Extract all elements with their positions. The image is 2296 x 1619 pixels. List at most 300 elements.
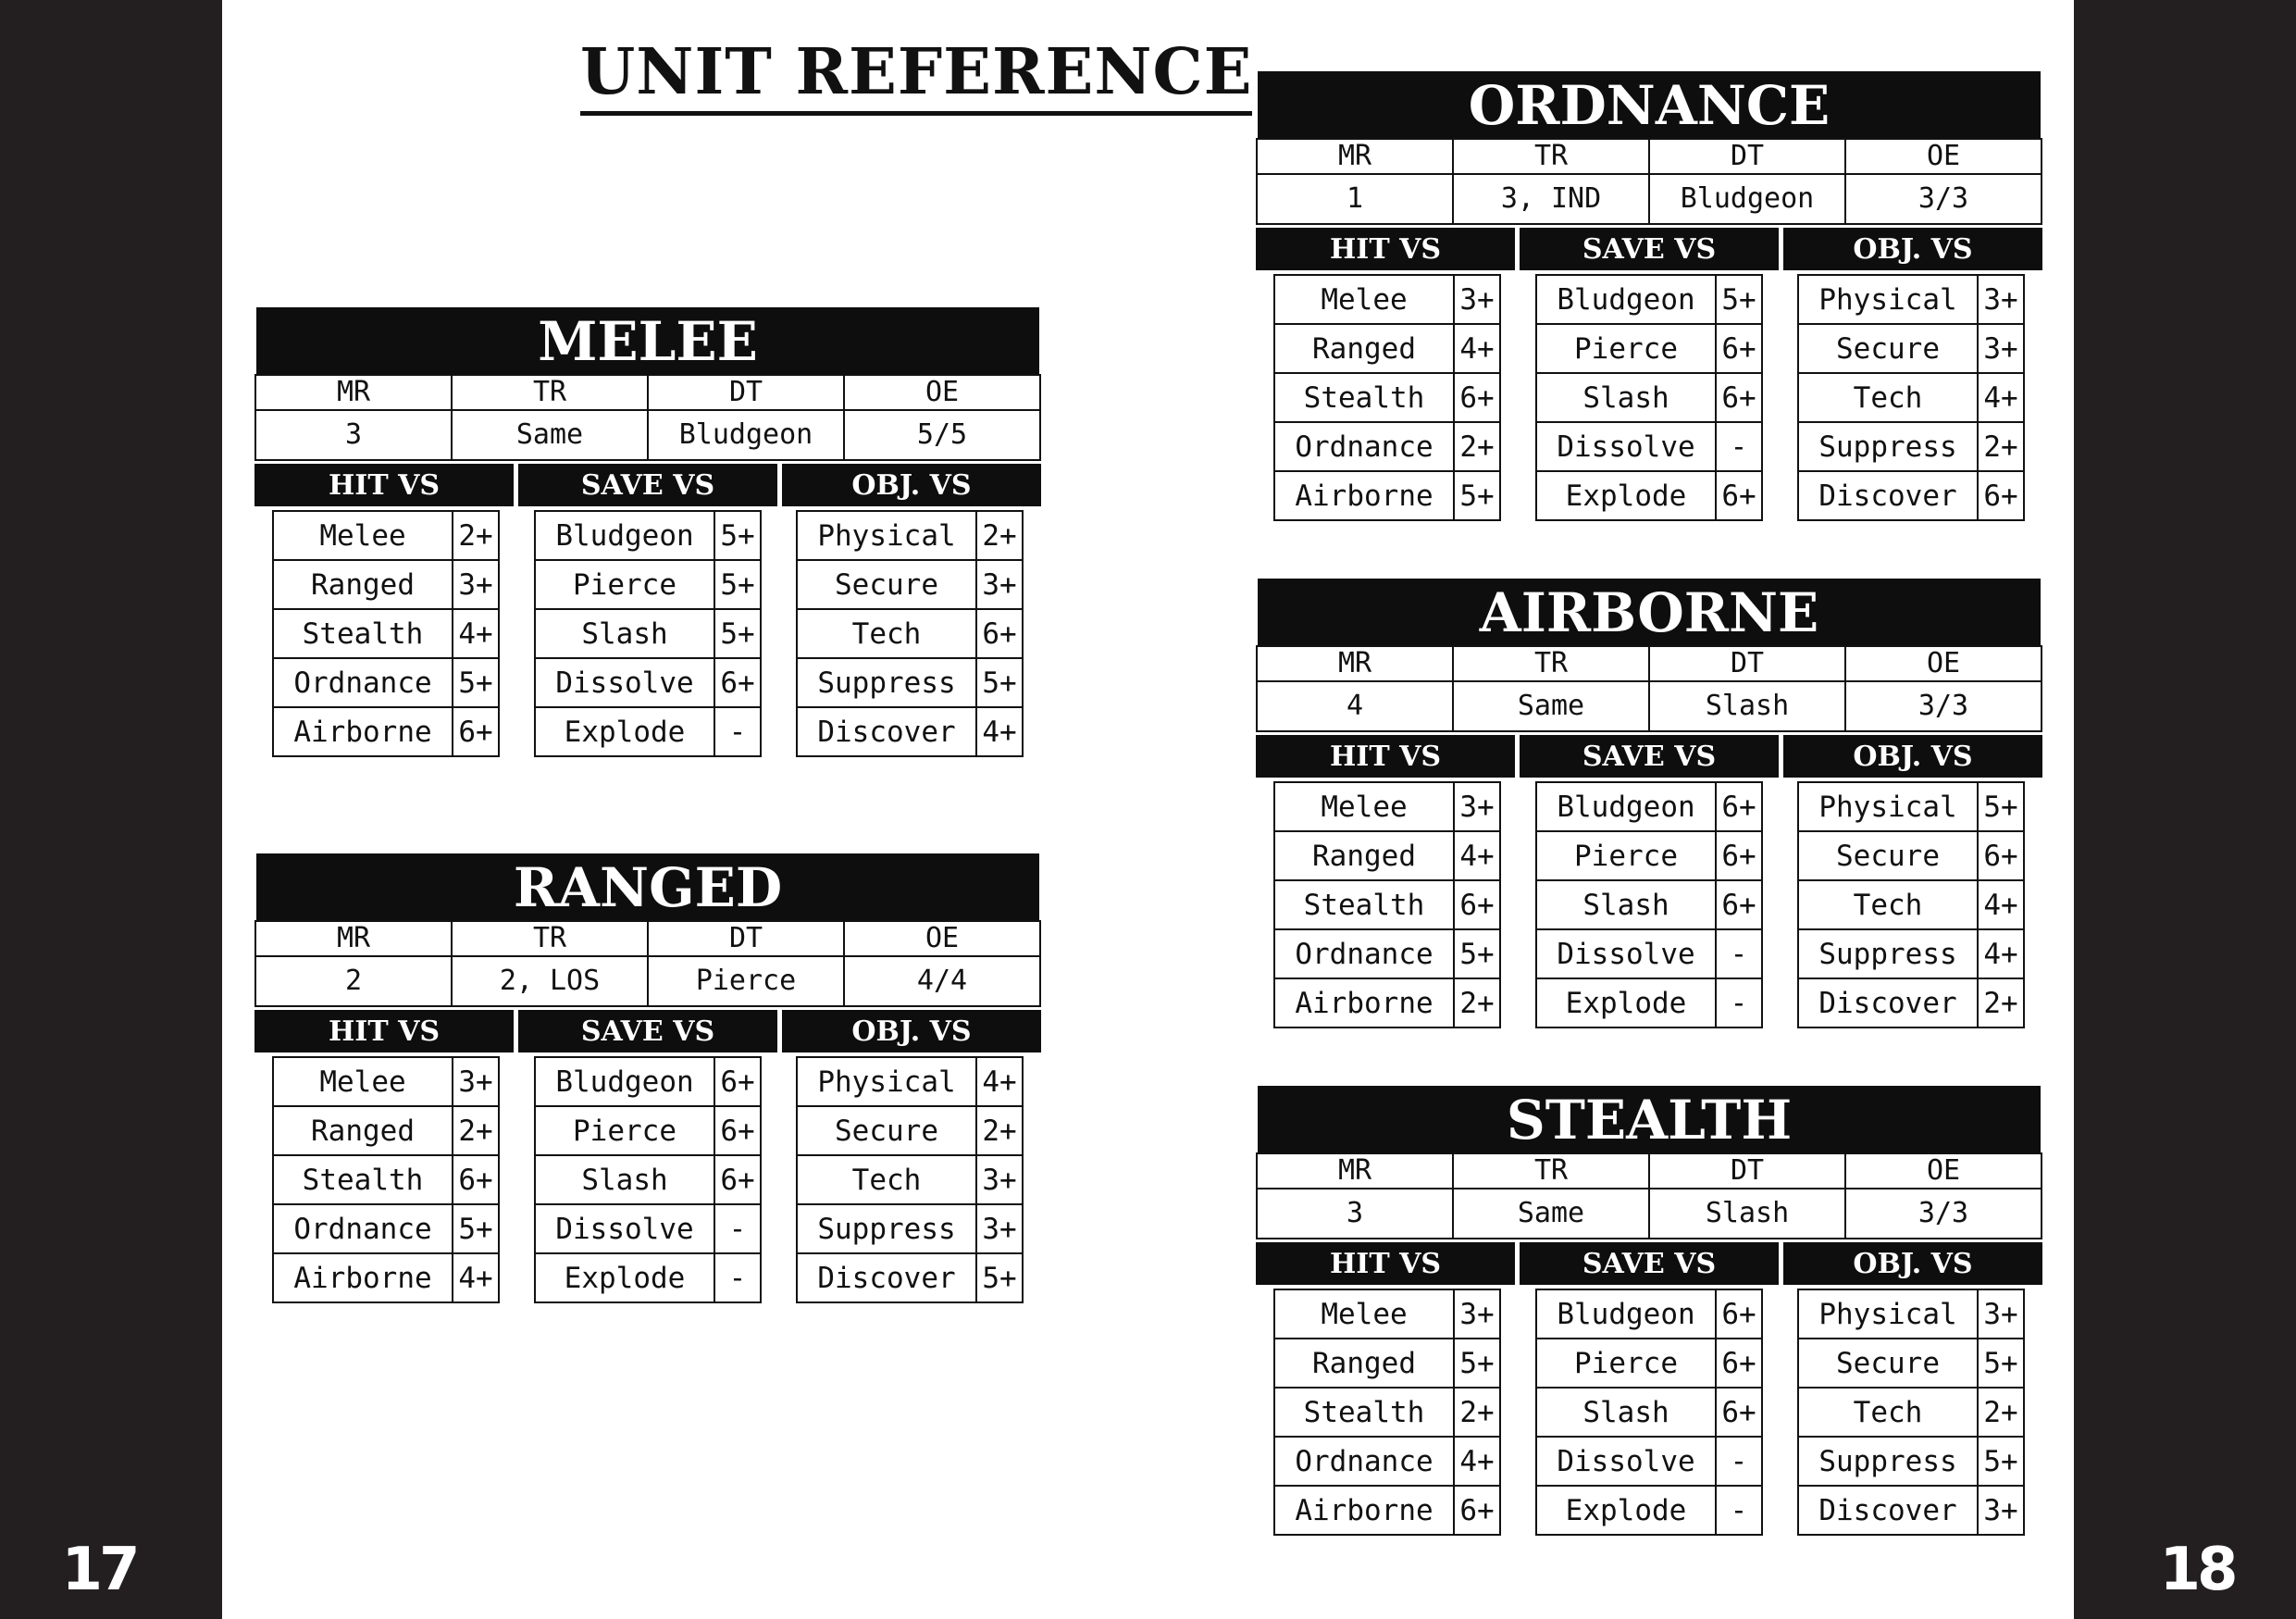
row-label: Stealth <box>273 1155 453 1204</box>
stat-value: Same <box>1453 681 1649 731</box>
stat-header: OE <box>1845 139 2042 174</box>
table-row <box>273 707 499 756</box>
save-vs-header: SAVE VS <box>1520 1242 1779 1285</box>
row-label: Dissolve <box>535 1204 714 1253</box>
row-label: Pierce <box>1536 1339 1716 1388</box>
row-label: Ordnance <box>1274 1437 1454 1486</box>
table-row <box>1536 978 1762 1027</box>
table-row <box>1536 1388 1762 1437</box>
table-row <box>797 1106 1023 1155</box>
row-label: Airborne <box>1274 471 1454 520</box>
stat-header: MR <box>255 921 452 956</box>
obj-table <box>1797 781 2025 1028</box>
obj-table <box>796 1056 1024 1303</box>
row-label: Suppress <box>797 658 976 707</box>
stat-value: Bludgeon <box>648 410 844 460</box>
row-label: Pierce <box>1536 324 1716 373</box>
table-row <box>1798 1289 2024 1339</box>
row-label: Secure <box>797 560 976 609</box>
table-row <box>1274 1289 1500 1339</box>
row-value: - <box>1716 978 1762 1027</box>
table-row <box>797 707 1023 756</box>
row-label: Physical <box>797 1057 976 1106</box>
row-value: 5+ <box>1978 1339 2024 1388</box>
row-label: Tech <box>797 609 976 658</box>
table-row <box>1798 978 2024 1027</box>
row-value: - <box>714 1253 761 1302</box>
row-label: Ordnance <box>1274 422 1454 471</box>
row-value: 5+ <box>1454 471 1500 520</box>
unit-title: RANGED <box>256 853 1039 920</box>
row-value: 3+ <box>1978 324 2024 373</box>
hit-table <box>1273 1289 1501 1536</box>
row-value: 5+ <box>1978 782 2024 831</box>
obj-vs-header: OBJ. VS <box>782 464 1041 506</box>
row-label: Suppress <box>797 1204 976 1253</box>
row-label: Explode <box>1536 978 1716 1027</box>
row-value: 2+ <box>453 1106 499 1155</box>
stat-value: 3/3 <box>1845 1189 2042 1239</box>
row-value: 6+ <box>1716 373 1762 422</box>
row-label: Bludgeon <box>1536 275 1716 324</box>
stat-value: Pierce <box>648 956 844 1006</box>
row-label: Discover <box>1798 978 1978 1027</box>
save-table <box>534 510 762 757</box>
unit-stats-table <box>1256 1152 2042 1239</box>
unit-card-melee <box>254 307 1041 757</box>
roll-grids <box>254 506 1041 757</box>
page-number-right: 18 <box>2159 1536 2235 1604</box>
row-value: 6+ <box>1716 1388 1762 1437</box>
row-value: 4+ <box>976 1057 1023 1106</box>
unit-stats-table <box>254 920 1041 1007</box>
table-row <box>1536 880 1762 929</box>
row-label: Explode <box>1536 1486 1716 1535</box>
row-value: 4+ <box>1978 880 2024 929</box>
stat-value: 3, IND <box>1453 174 1649 224</box>
table-row <box>1536 929 1762 978</box>
stat-value: 2 <box>255 956 452 1006</box>
row-label: Ordnance <box>273 658 453 707</box>
table-row <box>1274 1486 1500 1535</box>
table-row <box>535 658 761 707</box>
stat-value: 3/3 <box>1845 174 2042 224</box>
table-row <box>1274 471 1500 520</box>
table-row <box>1274 978 1500 1027</box>
roll-grids <box>1256 1285 2042 1536</box>
row-value: 5+ <box>976 1253 1023 1302</box>
unit-card-airborne <box>1256 579 2042 1028</box>
row-value: - <box>1716 1486 1762 1535</box>
hit-table <box>272 1056 500 1303</box>
row-value: 3+ <box>976 1155 1023 1204</box>
table-row <box>1274 422 1500 471</box>
stat-header: DT <box>1649 646 1845 681</box>
row-label: Tech <box>1798 1388 1978 1437</box>
hit-vs-header: HIT VS <box>1256 228 1515 270</box>
row-label: Bludgeon <box>535 511 714 560</box>
row-label: Dissolve <box>1536 422 1716 471</box>
row-value: 4+ <box>976 707 1023 756</box>
row-value: - <box>1716 1437 1762 1486</box>
stat-value: 3 <box>255 410 452 460</box>
row-value: 3+ <box>1978 1486 2024 1535</box>
row-value: 4+ <box>453 1253 499 1302</box>
table-row <box>1536 471 1762 520</box>
table-row <box>535 560 761 609</box>
stat-header: DT <box>648 375 844 410</box>
row-value: 2+ <box>453 511 499 560</box>
row-value: 4+ <box>1454 1437 1500 1486</box>
row-label: Secure <box>1798 324 1978 373</box>
table-row <box>535 707 761 756</box>
table-row <box>797 1253 1023 1302</box>
unit-stats-table <box>1256 138 2042 225</box>
roll-grids <box>1256 778 2042 1028</box>
unit-card-stealth <box>1256 1086 2042 1536</box>
row-label: Discover <box>797 1253 976 1302</box>
section-headers <box>254 1010 1041 1052</box>
table-row <box>1536 324 1762 373</box>
row-value: - <box>714 707 761 756</box>
table-row <box>1798 880 2024 929</box>
row-value: 6+ <box>1716 471 1762 520</box>
row-label: Suppress <box>1798 422 1978 471</box>
row-label: Pierce <box>1536 831 1716 880</box>
unit-card-ranged <box>254 853 1041 1303</box>
row-label: Pierce <box>535 1106 714 1155</box>
row-label: Bludgeon <box>1536 1289 1716 1339</box>
row-label: Discover <box>1798 471 1978 520</box>
table-row <box>1274 1339 1500 1388</box>
row-label: Slash <box>535 609 714 658</box>
row-label: Tech <box>1798 880 1978 929</box>
hit-vs-header: HIT VS <box>254 464 514 506</box>
row-value: 3+ <box>1978 1289 2024 1339</box>
stat-value: 5/5 <box>844 410 1040 460</box>
row-label: Suppress <box>1798 929 1978 978</box>
row-value: 4+ <box>1454 831 1500 880</box>
table-row <box>1536 275 1762 324</box>
row-label: Airborne <box>273 707 453 756</box>
stat-value: Same <box>1453 1189 1649 1239</box>
table-row <box>797 1155 1023 1204</box>
table-row <box>1536 1339 1762 1388</box>
row-value: 3+ <box>976 1204 1023 1253</box>
save-table <box>1535 274 1763 521</box>
row-label: Tech <box>1798 373 1978 422</box>
row-value: 6+ <box>1454 880 1500 929</box>
row-value: 6+ <box>1716 831 1762 880</box>
stat-value: Same <box>452 410 648 460</box>
row-label: Melee <box>273 511 453 560</box>
row-value: 5+ <box>1978 1437 2024 1486</box>
row-value: 6+ <box>714 1106 761 1155</box>
table-row <box>1274 275 1500 324</box>
table-row <box>797 658 1023 707</box>
table-row <box>273 1155 499 1204</box>
row-value: 5+ <box>1454 1339 1500 1388</box>
row-label: Ranged <box>1274 324 1454 373</box>
table-row <box>1798 831 2024 880</box>
row-value: 6+ <box>1716 782 1762 831</box>
table-row <box>273 1204 499 1253</box>
save-vs-header: SAVE VS <box>518 464 777 506</box>
row-label: Bludgeon <box>1536 782 1716 831</box>
section-headers <box>1256 228 2042 270</box>
hit-vs-header: HIT VS <box>254 1010 514 1052</box>
stat-header: OE <box>1845 646 2042 681</box>
row-label: Airborne <box>1274 978 1454 1027</box>
row-value: 6+ <box>1978 831 2024 880</box>
hit-vs-header: HIT VS <box>1256 735 1515 778</box>
stat-header: DT <box>1649 1153 1845 1189</box>
section-headers <box>1256 1242 2042 1285</box>
stat-header: MR <box>255 375 452 410</box>
row-value: 6+ <box>1716 1339 1762 1388</box>
row-value: 3+ <box>1454 275 1500 324</box>
row-value: - <box>1716 929 1762 978</box>
table-row <box>1798 373 2024 422</box>
table-row <box>1798 1486 2024 1535</box>
table-row <box>1798 324 2024 373</box>
table-row <box>1536 782 1762 831</box>
row-value: 5+ <box>453 1204 499 1253</box>
table-row <box>797 609 1023 658</box>
table-row <box>1536 1289 1762 1339</box>
table-row <box>273 560 499 609</box>
row-label: Dissolve <box>1536 929 1716 978</box>
row-value: 2+ <box>1454 1388 1500 1437</box>
unit-card-ordnance <box>1256 71 2042 521</box>
table-row <box>535 1155 761 1204</box>
row-label: Ranged <box>1274 1339 1454 1388</box>
row-value: 6+ <box>453 707 499 756</box>
row-value: 5+ <box>1716 275 1762 324</box>
row-value: - <box>714 1204 761 1253</box>
stat-header: MR <box>1257 646 1453 681</box>
row-label: Explode <box>535 707 714 756</box>
row-label: Physical <box>1798 782 1978 831</box>
save-vs-header: SAVE VS <box>1520 228 1779 270</box>
row-value: 2+ <box>1454 422 1500 471</box>
obj-table <box>1797 1289 2025 1536</box>
table-row <box>1536 1437 1762 1486</box>
stat-header: MR <box>1257 1153 1453 1189</box>
stat-value: 3 <box>1257 1189 1453 1239</box>
table-row <box>1536 831 1762 880</box>
stat-header: TR <box>452 375 648 410</box>
roll-grids <box>254 1052 1041 1303</box>
table-row <box>1798 929 2024 978</box>
row-value: 4+ <box>1978 373 2024 422</box>
save-table <box>1535 1289 1763 1536</box>
row-value: 3+ <box>453 560 499 609</box>
table-row <box>273 658 499 707</box>
row-value: 6+ <box>1454 1486 1500 1535</box>
obj-vs-header: OBJ. VS <box>782 1010 1041 1052</box>
table-row <box>1798 782 2024 831</box>
table-row <box>1274 373 1500 422</box>
row-label: Stealth <box>1274 1388 1454 1437</box>
row-value: 3+ <box>1454 1289 1500 1339</box>
page-title: UNIT REFERENCE <box>580 35 1252 116</box>
stat-value: 1 <box>1257 174 1453 224</box>
stat-header: MR <box>1257 139 1453 174</box>
table-row <box>797 511 1023 560</box>
row-value: 4+ <box>453 609 499 658</box>
table-row <box>1798 471 2024 520</box>
stat-header: TR <box>452 921 648 956</box>
row-value: 6+ <box>1978 471 2024 520</box>
row-value: 6+ <box>714 1057 761 1106</box>
table-row <box>273 1057 499 1106</box>
unit-stats-table <box>254 374 1041 461</box>
table-row <box>535 1106 761 1155</box>
hit-vs-header: HIT VS <box>1256 1242 1515 1285</box>
row-label: Ranged <box>273 1106 453 1155</box>
row-label: Melee <box>1274 1289 1454 1339</box>
hit-table <box>272 510 500 757</box>
row-label: Stealth <box>273 609 453 658</box>
stat-header: OE <box>1845 1153 2042 1189</box>
unit-title: MELEE <box>256 307 1039 374</box>
unit-title: ORDNANCE <box>1258 71 2041 138</box>
row-label: Melee <box>273 1057 453 1106</box>
table-row <box>1536 373 1762 422</box>
row-label: Suppress <box>1798 1437 1978 1486</box>
table-row <box>535 1253 761 1302</box>
table-row <box>535 609 761 658</box>
obj-vs-header: OBJ. VS <box>1783 1242 2042 1285</box>
row-label: Ordnance <box>273 1204 453 1253</box>
row-value: 2+ <box>1978 978 2024 1027</box>
row-label: Melee <box>1274 275 1454 324</box>
table-row <box>1274 929 1500 978</box>
row-value: 3+ <box>453 1057 499 1106</box>
row-value: 2+ <box>1454 978 1500 1027</box>
row-value: 4+ <box>1454 324 1500 373</box>
table-row <box>273 511 499 560</box>
row-value: 3+ <box>1978 275 2024 324</box>
row-value: 2+ <box>976 1106 1023 1155</box>
stat-header: TR <box>1453 646 1649 681</box>
row-label: Slash <box>1536 1388 1716 1437</box>
row-label: Slash <box>535 1155 714 1204</box>
row-label: Ranged <box>1274 831 1454 880</box>
stat-header: OE <box>844 375 1040 410</box>
table-row <box>1274 880 1500 929</box>
unit-stats-table <box>1256 645 2042 732</box>
row-label: Physical <box>797 511 976 560</box>
save-table <box>1535 781 1763 1028</box>
table-row <box>797 560 1023 609</box>
stat-header: DT <box>648 921 844 956</box>
unit-title: STEALTH <box>1258 1086 2041 1152</box>
stat-header: TR <box>1453 139 1649 174</box>
row-label: Physical <box>1798 1289 1978 1339</box>
row-value: 5+ <box>453 658 499 707</box>
row-value: 5+ <box>714 560 761 609</box>
table-row <box>797 1057 1023 1106</box>
row-value: 5+ <box>714 511 761 560</box>
row-value: 6+ <box>714 1155 761 1204</box>
stat-header: TR <box>1453 1153 1649 1189</box>
table-row <box>1274 1388 1500 1437</box>
section-headers <box>1256 735 2042 778</box>
row-label: Bludgeon <box>535 1057 714 1106</box>
row-label: Dissolve <box>535 658 714 707</box>
table-row <box>797 1204 1023 1253</box>
stat-value: 3/3 <box>1845 681 2042 731</box>
row-label: Explode <box>535 1253 714 1302</box>
row-label: Dissolve <box>1536 1437 1716 1486</box>
table-row <box>1798 1437 2024 1486</box>
roll-grids <box>1256 270 2042 521</box>
row-label: Pierce <box>535 560 714 609</box>
row-value: 6+ <box>1454 373 1500 422</box>
row-label: Ordnance <box>1274 929 1454 978</box>
row-label: Physical <box>1798 275 1978 324</box>
obj-vs-header: OBJ. VS <box>1783 735 2042 778</box>
stat-value: 4 <box>1257 681 1453 731</box>
row-label: Airborne <box>273 1253 453 1302</box>
save-vs-header: SAVE VS <box>1520 735 1779 778</box>
row-value: 3+ <box>1454 782 1500 831</box>
row-label: Melee <box>1274 782 1454 831</box>
stat-header: DT <box>1649 139 1845 174</box>
row-value: 5+ <box>976 658 1023 707</box>
row-value: 6+ <box>1716 1289 1762 1339</box>
save-vs-header: SAVE VS <box>518 1010 777 1052</box>
table-row <box>1798 1388 2024 1437</box>
table-row <box>1274 1437 1500 1486</box>
table-row <box>1536 1486 1762 1535</box>
table-row <box>1274 782 1500 831</box>
row-label: Stealth <box>1274 880 1454 929</box>
row-value: 2+ <box>976 511 1023 560</box>
table-row <box>535 1057 761 1106</box>
row-value: 3+ <box>976 560 1023 609</box>
table-row <box>273 1106 499 1155</box>
table-row <box>535 1204 761 1253</box>
row-label: Secure <box>1798 1339 1978 1388</box>
unit-title: AIRBORNE <box>1258 579 2041 645</box>
table-row <box>1798 1339 2024 1388</box>
table-row <box>1274 324 1500 373</box>
row-value: 6+ <box>714 658 761 707</box>
hit-table <box>1273 274 1501 521</box>
row-label: Explode <box>1536 471 1716 520</box>
table-row <box>1536 422 1762 471</box>
table-row <box>1798 275 2024 324</box>
row-value: 5+ <box>714 609 761 658</box>
row-label: Airborne <box>1274 1486 1454 1535</box>
section-headers <box>254 464 1041 506</box>
row-value: 5+ <box>1454 929 1500 978</box>
row-label: Slash <box>1536 880 1716 929</box>
hit-table <box>1273 781 1501 1028</box>
table-row <box>273 609 499 658</box>
row-value: 2+ <box>1978 1388 2024 1437</box>
save-table <box>534 1056 762 1303</box>
stat-value: Slash <box>1649 681 1845 731</box>
row-value: 4+ <box>1978 929 2024 978</box>
row-value: - <box>1716 422 1762 471</box>
obj-table <box>1797 274 2025 521</box>
row-value: 6+ <box>1716 324 1762 373</box>
stat-value: Bludgeon <box>1649 174 1845 224</box>
